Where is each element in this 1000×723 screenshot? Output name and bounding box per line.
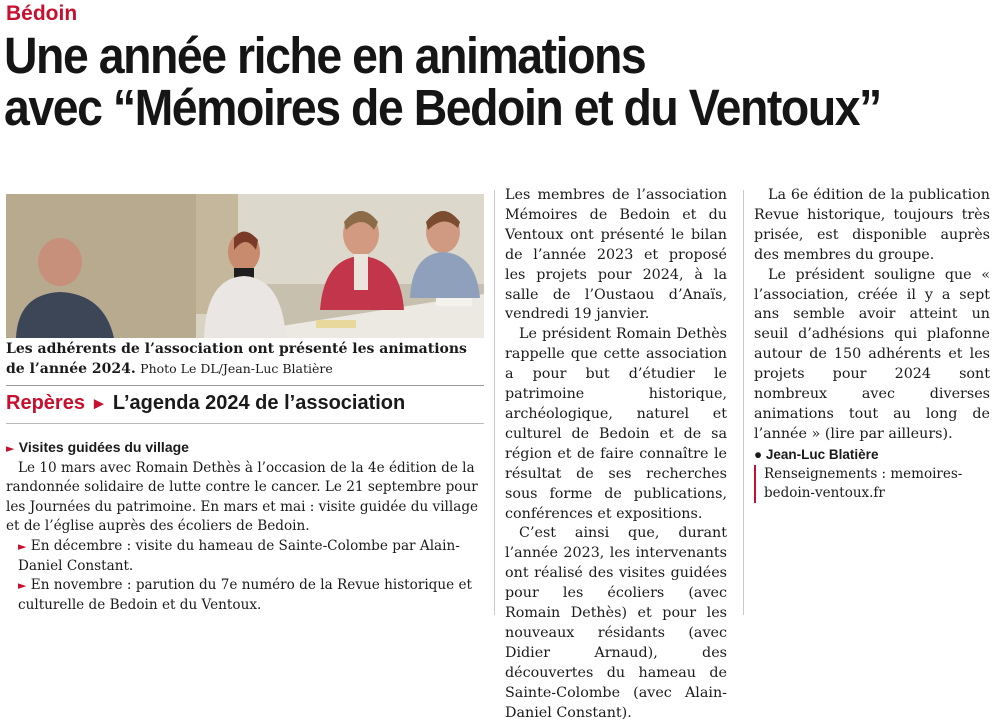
agenda-item-text: Le 10 mars avec Romain Dethès à l’occasion de la 4e édition de la randonnée solidaire de lutte contre le cancer. Le 21 septembre pour les Journées du patrimoine. En mars et mai : visite guidée du village et de l’église auprès des écoliers de Bedoin. [6, 459, 479, 535]
body-paragraph: C’est ainsi que, durant l’année 2023, les intervenants ont réalisé des visites guidées pour les écoliers (avec Romain Dethès) et pour les nouveaux résidants (avec Didier Arnaud), des découvertes du hameau de Sainte-Colombe (avec Alain-Daniel Constant). [505, 525, 727, 721]
triangle-marker-icon: ► [18, 579, 27, 593]
agenda-item-text: En décembre : visite du hameau de Sainte-Colombe par Alain-Daniel Constant. [18, 537, 460, 574]
kicker-location: Bédoin [6, 2, 78, 25]
body-paragraph: Le président souligne que « l’association, créée il y a sept ans semble avoir atteint un seuil d’adhésions qui plafonne autour de 150 adhérents et les projets pour 2024 sont nombreux avec diverses animations tout au long de l’année » (lire par ailleurs). [754, 266, 990, 442]
headline [4, 27, 905, 136]
triangle-marker-icon: ► [18, 539, 27, 553]
agenda-item-heading: Visites guidées du village [18, 439, 189, 455]
column-divider [743, 190, 744, 615]
agenda-item [6, 576, 484, 615]
body-column-2 [754, 186, 990, 503]
headline-line-1: Une année riche en animations [4, 27, 646, 84]
column-divider [494, 190, 495, 615]
reperes-arrow-icon: ► [90, 394, 108, 413]
body-paragraph: La 6e édition de la publication Revue historique, toujours très prisée, est disponible auprès des membres du groupe. [754, 187, 990, 263]
reperes-title: L’agenda 2024 de l’association [112, 392, 406, 414]
agenda-item-text: En novembre : parution du 7e numéro de la Revue historique et culturelle de Bedoin et du Ventoux. [18, 577, 473, 613]
headline-line-2: avec “Mémoires de Bedoin et du Ventoux” [4, 79, 881, 136]
article-photo [6, 194, 484, 338]
reperes-tag: Repères [6, 392, 85, 414]
agenda-item [6, 438, 484, 459]
triangle-marker-icon: ► [6, 442, 15, 455]
info-box: Renseignements : memoires-bedoin-ventoux.fr [754, 465, 990, 503]
caption-text: Les adhérents de l’association ont présenté les animations de l’année 2024. [6, 341, 467, 377]
agenda-item [6, 537, 484, 576]
photo-credit: Photo Le DL/Jean-Luc Blatière [140, 361, 333, 376]
body-column-1 [505, 186, 727, 723]
photo-caption [6, 340, 484, 379]
divider [6, 423, 484, 424]
divider [6, 385, 484, 386]
reperes-heading [6, 392, 484, 415]
body-paragraph: Le président Romain Dethès rappelle que cette association a pour but d’étudier le patrimoine historique, archéologique, naturel et culturel de Bedoin et de sa région et de faire connaître le résultat de ses recherches sous forme de publications, conférences et expositions. [505, 326, 727, 522]
agenda-list [6, 438, 484, 615]
author-signature: ● Jean-Luc Blatière [754, 446, 879, 462]
body-paragraph: Les membres de l’association Mémoires de Bedoin et du Ventoux ont présenté le bilan de l’année 2023 et proposé les projets pour 2024, à la salle de l’Oustaou d’Anaïs, vendredi 19 janvier. [505, 187, 727, 323]
